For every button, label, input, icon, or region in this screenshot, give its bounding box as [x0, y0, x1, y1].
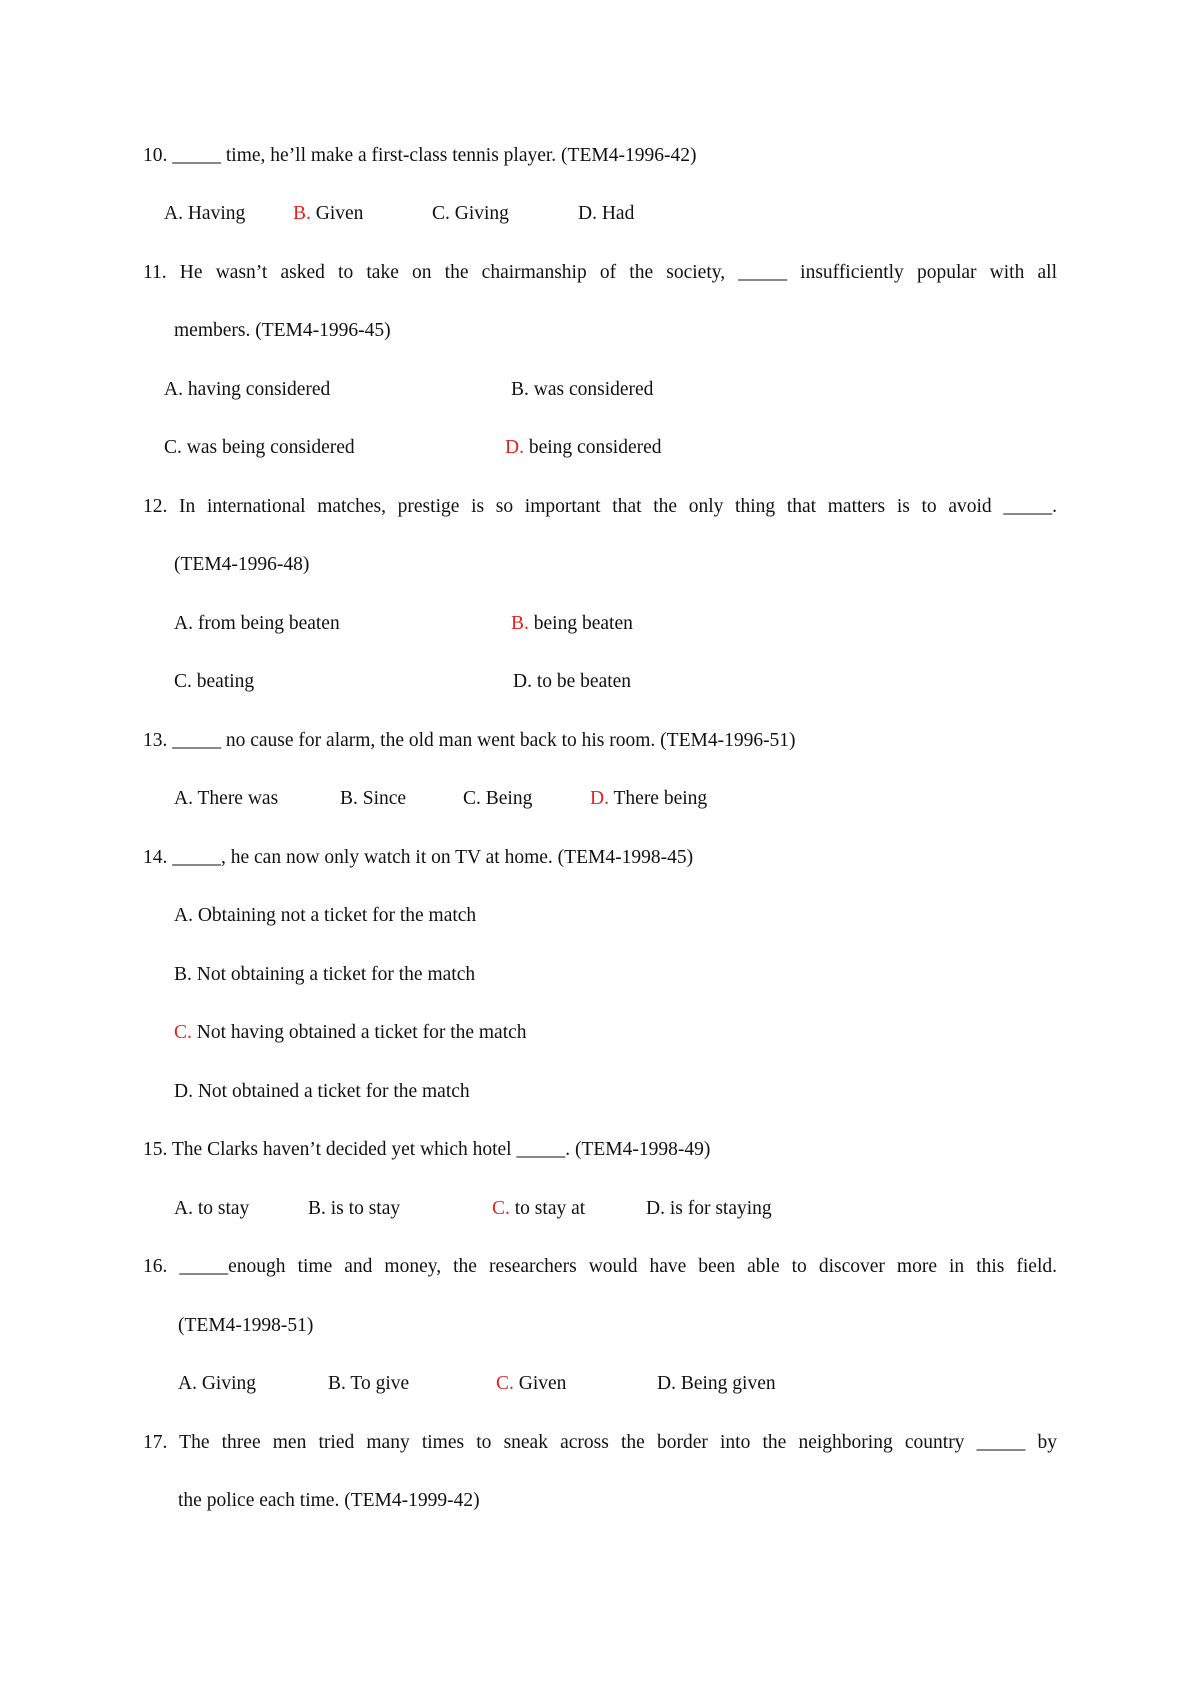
- question-17-stem-continued: the police each time. (TEM4-1999-42): [178, 1490, 480, 1511]
- question-17-stem: 17. The three men tried many times to sneak across the border into the neighboring country _____ by: [143, 1432, 1057, 1453]
- question-11-stem-continued: members. (TEM4-1996-45): [174, 320, 391, 341]
- q10-option-a: A. Having: [164, 203, 246, 224]
- q10-option-b: B. Given: [293, 203, 364, 224]
- q13-option-a: A. There was: [174, 788, 279, 809]
- q12-option-a: A. from being beaten: [174, 613, 340, 634]
- q11-option-a: A. having considered: [164, 379, 331, 400]
- q11-option-c: C. was being considered: [164, 437, 355, 458]
- question-10-stem: 10. _____ time, he’ll make a first-class tennis player. (TEM4-1996-42): [143, 145, 697, 166]
- q15-option-b: B. is to stay: [308, 1198, 401, 1219]
- q13-option-c: C. Being: [463, 788, 533, 809]
- q14-option-d: D. Not obtained a ticket for the match: [174, 1081, 470, 1102]
- question-14-stem: 14. _____, he can now only watch it on TV at home. (TEM4-1998-45): [143, 847, 694, 868]
- q16-option-b: B. To give: [328, 1373, 410, 1394]
- q14-option-c: C. Not having obtained a ticket for the match: [174, 1022, 527, 1043]
- q11-option-d: D. being considered: [505, 437, 662, 458]
- q14-option-b: B. Not obtaining a ticket for the match: [174, 964, 476, 985]
- q13-option-b: B. Since: [340, 788, 407, 809]
- question-16-stem: 16. _____enough time and money, the researchers would have been able to discover more in this field.: [143, 1256, 1057, 1277]
- q12-option-b: B. being beaten: [511, 613, 633, 634]
- q15-option-c: C. to stay at: [492, 1198, 586, 1219]
- q16-option-a: A. Giving: [178, 1373, 257, 1394]
- q12-option-c: C. beating: [174, 671, 255, 692]
- q10-option-c: C. Giving: [432, 203, 509, 224]
- question-13-stem: 13. _____ no cause for alarm, the old man went back to his room. (TEM4-1996-51): [143, 730, 796, 751]
- q15-option-d: D. is for staying: [646, 1198, 772, 1219]
- q11-option-b: B. was considered: [511, 379, 654, 400]
- question-16-stem-continued: (TEM4-1998-51): [178, 1315, 314, 1336]
- correct-answer-mark: C.: [496, 1373, 514, 1394]
- question-12-stem: 12. In international matches, prestige is so important that the only thing that matters is to avoid _____.: [143, 496, 1057, 517]
- q16-option-d: D. Being given: [657, 1373, 776, 1394]
- correct-answer-mark: D.: [505, 437, 524, 458]
- question-12-stem-continued: (TEM4-1996-48): [174, 554, 310, 575]
- q13-option-d: D. There being: [590, 788, 708, 809]
- q12-option-d: D. to be beaten: [513, 671, 632, 692]
- q16-option-c: C. Given: [496, 1373, 567, 1394]
- correct-answer-mark: D.: [590, 788, 609, 809]
- correct-answer-mark: B.: [293, 203, 311, 224]
- correct-answer-mark: C.: [492, 1198, 510, 1219]
- correct-answer-mark: B.: [511, 613, 529, 634]
- q10-option-d: D. Had: [578, 203, 635, 224]
- question-11-stem: 11. He wasn’t asked to take on the chairmanship of the society, _____ insufficiently popular with all: [143, 262, 1057, 283]
- correct-answer-mark: C.: [174, 1022, 192, 1043]
- q15-option-a: A. to stay: [174, 1198, 250, 1219]
- question-15-stem: 15. The Clarks haven’t decided yet which hotel _____. (TEM4-1998-49): [143, 1139, 711, 1160]
- q14-option-a: A. Obtaining not a ticket for the match: [174, 905, 477, 926]
